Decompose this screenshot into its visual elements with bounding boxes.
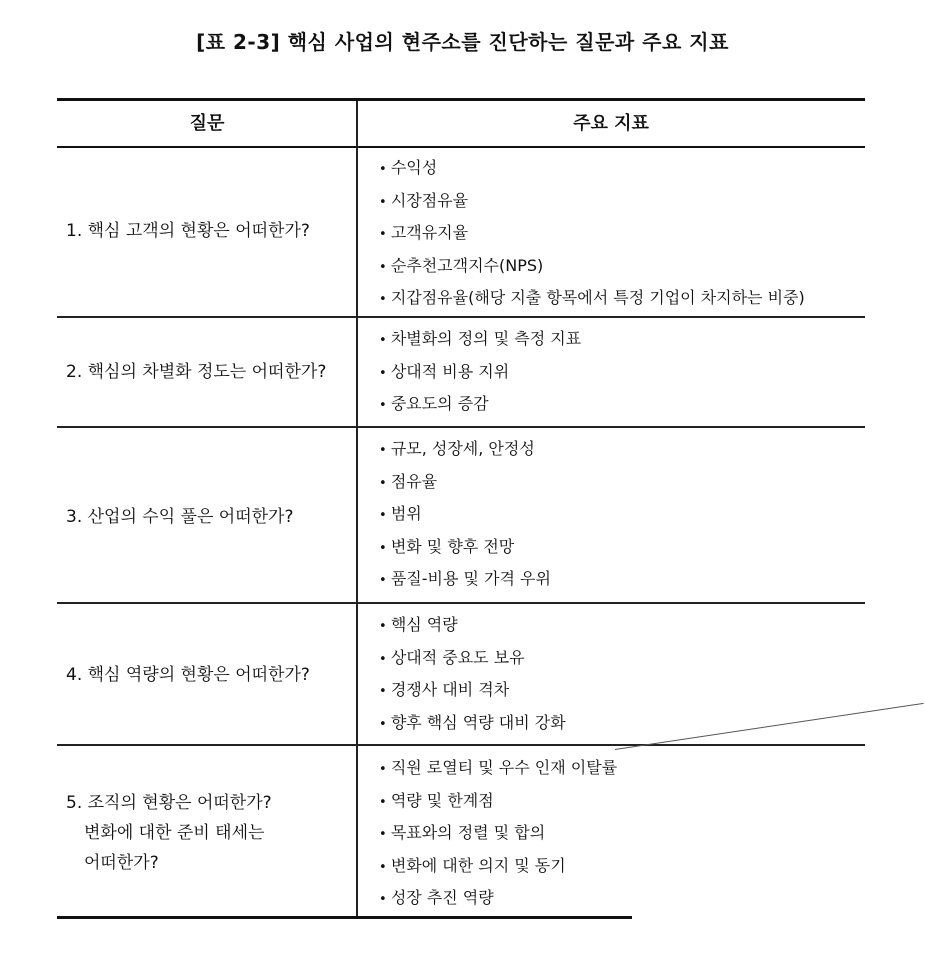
table-title: [표 2-3] 핵심 사업의 현주소를 진단하는 질문과 주요 지표	[196, 30, 729, 54]
question-line: 5. 조직의 현황은 어떠한가?	[66, 793, 272, 813]
indicator-item: • 중요도의 증감	[379, 389, 865, 422]
table-row-4	[57, 604, 865, 744]
indicator-item: • 범위	[379, 499, 865, 532]
question-cell: 1. 핵심 고객의 현황은 어떠한가?	[66, 221, 310, 241]
header-indicators: 주요 지표	[573, 113, 649, 134]
indicator-list	[379, 610, 865, 740]
question-line: 어떠한가?	[84, 853, 159, 873]
indicator-item: • 직원 로열티 및 우수 인재 이탈률	[379, 753, 865, 786]
indicator-item: • 목표와의 정렬 및 합의	[379, 818, 865, 851]
indicator-item: • 품질-비용 및 가격 우위	[379, 564, 865, 597]
header-question: 질문	[189, 113, 225, 134]
question-line: 변화에 대한 준비 태세는	[84, 823, 265, 843]
indicator-item: • 상대적 중요도 보유	[379, 643, 865, 676]
indicator-item: • 규모, 성장세, 안정성	[379, 434, 865, 467]
indicator-item: • 핵심 역량	[379, 610, 865, 643]
indicator-list	[379, 153, 865, 316]
indicator-item: • 성장 추진 역량	[379, 883, 865, 916]
indicator-item: • 점유율	[379, 467, 865, 500]
indicator-item: • 순추천고객지수(NPS)	[379, 251, 865, 284]
table-row-3	[57, 428, 865, 602]
question-cell: 2. 핵심의 차별화 정도는 어떠한가?	[66, 362, 327, 382]
table-row-5	[57, 746, 865, 916]
question-cell: 3. 산업의 수익 풀은 어떠한가?	[66, 507, 294, 527]
indicator-item: • 시장점유율	[379, 186, 865, 219]
indicator-item: • 역량 및 한계점	[379, 786, 865, 819]
indicator-item: • 경쟁사 대비 격차	[379, 675, 865, 708]
indicator-item: • 차별화의 정의 및 측정 지표	[379, 324, 865, 357]
indicator-list	[379, 753, 865, 916]
indicator-item: • 상대적 비용 지위	[379, 357, 865, 390]
question-cell	[66, 788, 351, 878]
indicator-item: • 변화 및 향후 전망	[379, 532, 865, 565]
indicator-item: • 지갑점유율(해당 지출 항목에서 특정 기업이 차지하는 비중)	[379, 283, 865, 316]
table-bottom-rule	[57, 916, 632, 919]
indicator-item: • 고객유지율	[379, 218, 865, 251]
indicator-item: • 향후 핵심 역량 대비 강화	[379, 708, 865, 741]
indicator-list	[379, 434, 865, 597]
table-row-2	[57, 318, 865, 426]
table-header	[57, 101, 865, 146]
indicator-list	[379, 324, 865, 422]
indicator-item: • 수익성	[379, 153, 865, 186]
question-cell: 4. 핵심 역량의 현황은 어떠한가?	[66, 665, 310, 685]
indicator-item: • 변화에 대한 의지 및 동기	[379, 851, 865, 884]
table-row-1	[57, 148, 865, 316]
